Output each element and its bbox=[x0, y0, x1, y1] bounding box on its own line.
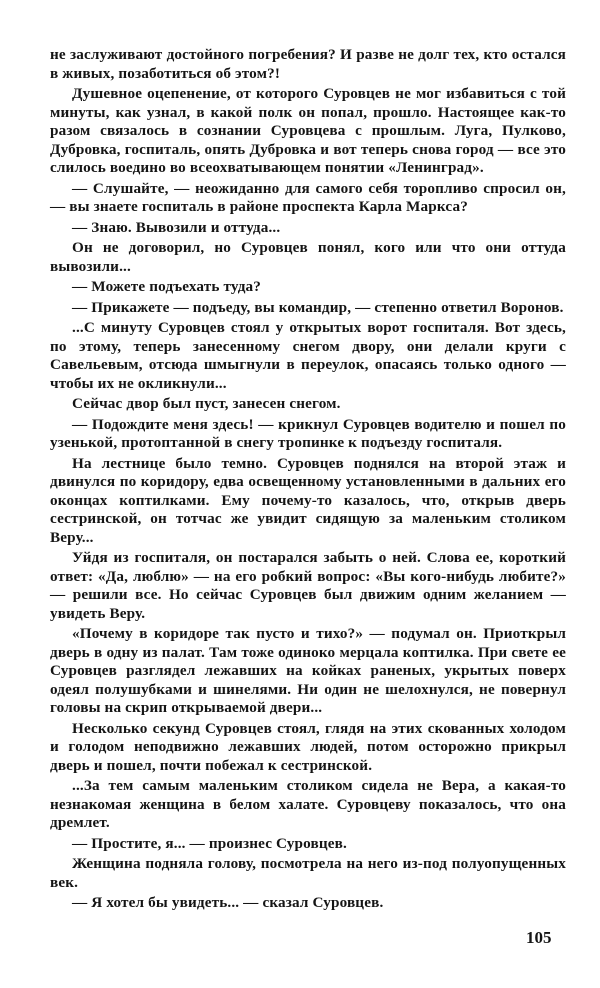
paragraph: ...С минуту Суровцев стоял у открытых ворот госпиталя. Вот здесь, по этому, теперь занесенному снегом двору, они делали круги с Савельевым, отсюда шмыгнули в переулок, опасаясь только одного — чтобы их не окликнули... bbox=[50, 319, 566, 392]
dialogue-line: — Можете подъехать туда? bbox=[72, 278, 262, 295]
paragraph: Душевное оцепенение, от которого Суровцев не мог избавиться с той минуты, как узнал, в какой полк он попал, прошло. Настоящее как-то разом связалось в сознании Суровцева с прошлым. Луга, Пулково, Дубровка, госпиталь, опять Дубровка и вот теперь снова город — все это слилось воедино во всеохватывающем понятии «Ленинград». bbox=[50, 85, 566, 176]
dialogue-line: — Подождите меня здесь! — крикнул Суровцев водителю и пошел по узенькой, протоптанной в снегу тропинке к подъезду госпиталя. bbox=[50, 415, 566, 451]
paragraph: ...За тем самым маленьким столиком сидела не Вера, а какая-то незнакомая женщина в белом халате. Суровцеву показалось, что она дремлет. bbox=[50, 777, 566, 831]
paragraph: Уйдя из госпиталя, он постарался забыть о ней. Слова ее, короткий ответ: «Да, люблю» — на его робкий вопрос: «Вы кого-нибудь любите?» — решили все. Но сейчас Суровцев был движим одним желанием — увидеть Веру. bbox=[50, 549, 566, 622]
dialogue-line: — Слушайте, — неожиданно для самого себя торопливо спросил он, — вы знаете госпиталь в районе проспекта Карла Маркса? bbox=[50, 179, 566, 215]
body-text bbox=[50, 46, 566, 915]
paragraph: Несколько секунд Суровцев стоял, глядя на этих скованных холодом и голодом неподвижно лежавших людей, потом осторожно прикрыл дверь и пошел, почти побежал к сестринской. bbox=[50, 719, 566, 774]
paragraph: Женщина подняла голову, посмотрела на него из-под полуопущенных век. bbox=[50, 855, 566, 891]
paragraph: Сейчас двор был пуст, занесен снегом. bbox=[72, 395, 341, 412]
dialogue-line: — Прикажете — подъеду, вы командир, — степенно ответил Воронов. bbox=[72, 298, 564, 316]
dialogue-line: — Знаю. Вывозили и оттуда... bbox=[72, 218, 281, 236]
page-number: 105 bbox=[526, 928, 552, 947]
paragraph: Он не договорил, но Суровцев понял, кого или что они оттуда вывозили... bbox=[50, 239, 566, 275]
paragraph-continuation: не заслуживают достойного погребения? И разве не долг тех, кто остался в живых, позаботиться об этом?! bbox=[50, 46, 566, 82]
paragraph: «Почему в коридоре так пусто и тихо?» — подумал он. Приоткрыл дверь в одну из палат. Там тоже одиноко мерцала коптилка. При свете ее Суровцев разглядел лежавших на койках раненых, укрытых поверх одеял полушубками и шинелями. Ни один не шелохнулся, не повернул головы на скрип открываемой двери... bbox=[50, 625, 566, 716]
paragraph: На лестнице было темно. Суровцев поднялся на второй этаж и двинулся по коридору, едва освещенному установленными в дальних его оконцах коптилками. Ему почему-то казалось, что, открыв дверь сестринской, он тотчас же увидит сидящую за маленьким столиком Веру... bbox=[50, 454, 566, 546]
dialogue-line: — Я хотел бы увидеть... — сказал Суровцев. bbox=[72, 894, 384, 911]
dialogue-line: — Простите, я... — произнес Суровцев. bbox=[72, 834, 347, 852]
